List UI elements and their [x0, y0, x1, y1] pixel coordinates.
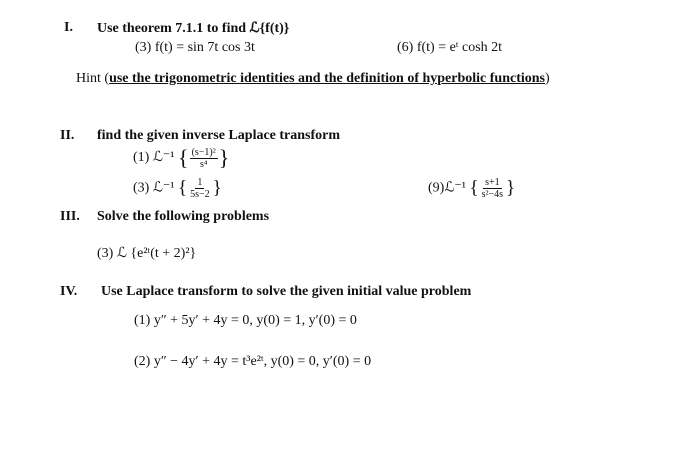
section4-numeral: IV. — [60, 284, 78, 299]
section2-item9 — [428, 177, 515, 200]
section2-item9-fraction — [480, 177, 505, 200]
section2-item9-numerator: s+1 — [485, 177, 500, 188]
section1-item6: (6) f(t) = eᵗ cosh 2t — [397, 40, 503, 55]
section2-item1-label: (1) ℒ⁻¹ — [133, 150, 175, 166]
section2-item1-fraction — [190, 147, 218, 170]
section2-item1-denominator: s⁴ — [199, 158, 208, 170]
section2-item3 — [133, 177, 222, 200]
section2-item3-denominator: 5s−2 — [190, 189, 210, 200]
right-brace: } — [212, 177, 222, 199]
section1-numeral: I. — [64, 20, 73, 35]
section2-item9-label: (9)ℒ⁻¹ — [428, 180, 466, 196]
left-brace: { — [178, 177, 188, 199]
section3-heading: Solve the following problems — [97, 209, 270, 224]
section4-item2: (2) y″ − 4y′ + 4y = t³e²ᵗ, y(0) = 0, y′(0) = 0 — [134, 354, 372, 369]
section2-item1 — [133, 145, 229, 171]
section2-numeral: II. — [60, 128, 75, 143]
section2-item3-numerator: 1 — [197, 177, 203, 188]
section2-item1-numerator: (s−1)² — [191, 146, 216, 158]
section4-heading: Use Laplace transform to solve the given initial value problem — [101, 284, 472, 299]
left-brace: { — [178, 145, 189, 170]
section2-item3-label: (3) ℒ⁻¹ — [133, 180, 175, 196]
hint-prefix: Hint ( — [76, 71, 110, 86]
section1-heading: Use theorem 7.1.1 to find ℒ{f(t)} — [97, 21, 290, 36]
right-brace: } — [506, 177, 516, 199]
section2-heading: find the given inverse Laplace transform — [97, 128, 341, 143]
hint-suffix: ) — [545, 71, 550, 86]
section3-item3: (3) ℒ {e²ᵗ(t + 2)²} — [97, 246, 197, 261]
right-brace: } — [218, 145, 230, 170]
section2-item3-fraction — [188, 177, 212, 200]
hint-underlined: use the trigonometric identities and the definition of hyperbolic functions — [109, 71, 545, 86]
section3-numeral: III. — [60, 209, 80, 224]
section1-hint — [76, 71, 550, 87]
section1-item3: (3) f(t) = sin 7t cos 3t — [135, 40, 255, 55]
section4-item1: (1) y″ + 5y′ + 4y = 0, y(0) = 1, y′(0) = 0 — [134, 313, 357, 328]
left-brace: { — [469, 177, 479, 199]
section2-item9-denominator: s²−4s — [481, 189, 504, 200]
